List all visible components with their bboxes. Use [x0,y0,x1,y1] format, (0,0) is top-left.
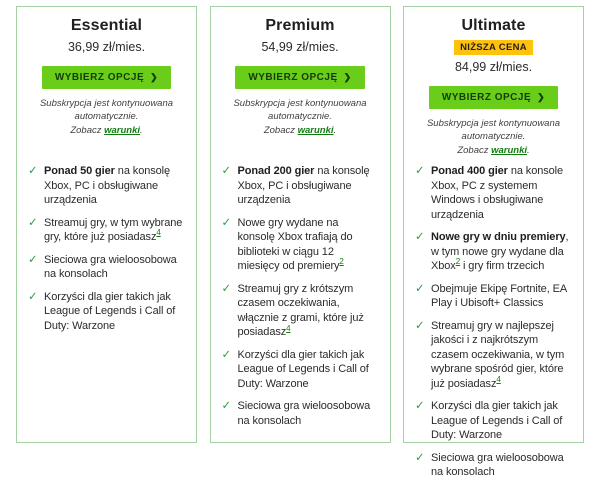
chevron-right-icon: ❯ [537,92,546,102]
feature-item [415,319,572,392]
plan-card-header [415,17,572,155]
feature-item [415,230,572,274]
feature-item [415,399,572,443]
check-icon: ✓ [28,290,38,303]
feature-text: Korzyści dla gier takich jak League of Legends i Call of Duty: Warzone [44,290,176,332]
legal-see-label: Zobacz [70,124,105,136]
feature-item [28,253,185,282]
promo-badge: NIŻSZA CENA [454,40,533,55]
feature-item [415,451,572,480]
check-icon: ✓ [221,165,232,177]
feature-text: Korzyści dla gier takich jak League of Legends i Call of Duty: Warzone [431,400,563,442]
legal-auto-renew: Subskrypcja jest kontynuowana automatycznie. [426,118,561,143]
plan-title: Premium [265,17,335,34]
plan-card-header [222,17,379,155]
check-icon: ✓ [415,231,425,244]
feature-list [222,164,379,428]
feature-item [28,164,185,208]
chevron-right-icon: ❯ [343,72,352,82]
legal-see-label: Zobacz [263,124,298,136]
choose-option-label: WYBIERZ OPCJĘ [248,72,338,83]
check-icon: ✓ [28,253,38,266]
legal-period: . [527,144,530,155]
feature-item [222,348,379,392]
feature-text: Ponad 400 gier na konsole Xbox, PC z systemem Windows i obsługiwane urządzenia [431,165,564,221]
feature-list [415,164,572,480]
footnote-link[interactable]: 4 [156,228,161,238]
footnote-link[interactable]: 4 [286,323,291,333]
footnote-link[interactable]: 2 [455,257,461,267]
legal-text [419,117,569,155]
terms-link[interactable]: warunki [104,124,141,136]
feature-text: Nowe gry w dniu premiery, w tym nowe gry wydane dla Xbox$^2$ i gry firm trzecich [431,231,569,273]
feature-text: Streamuj gry, w tym wybrane gry, które już posiadasz$^4$ [44,216,183,244]
check-icon: ✓ [415,400,425,413]
plan-title: Essential [70,17,143,34]
legal-period: . [333,124,337,136]
plan-card-ultimate [403,6,584,479]
feature-item [415,164,572,222]
feature-text: Nowe gry wydane na konsolę Xbox trafiają do biblioteki w ciągu 12 miesięcy od premiery$^2$ [237,216,353,273]
check-icon: ✓ [415,451,425,464]
feature-item [222,216,379,274]
check-icon: ✓ [415,319,425,332]
feature-text: Ponad 200 gier na konsolę Xbox, PC i obsługiwane urządzenia [237,165,370,207]
check-icon: ✓ [221,282,232,295]
plan-title: Ultimate [461,17,526,34]
feature-text: Sieciowa gra wieloosobowa na konsolach [44,253,177,281]
feature-text: Sieciowa gra wieloosobowa na konsolach [431,451,564,479]
footnote-link[interactable]: 2 [339,257,344,267]
feature-text: Korzyści dla gier takich jak League of Legends i Call of Duty: Warzone [237,348,369,390]
feature-text: Obejmuje Ekipę Fortnite, EA Play i Ubisoft+ Classics [431,282,567,310]
feature-item [28,216,185,245]
choose-option-button[interactable] [429,86,558,109]
chevron-right-icon: ❯ [150,72,159,82]
feature-item [28,290,185,334]
check-icon: ✓ [221,348,232,361]
check-icon: ✓ [221,400,232,413]
choose-option-button[interactable] [42,66,171,89]
legal-text [225,97,375,137]
plan-price: 84,99 zł/mies. [454,60,533,74]
check-icon: ✓ [415,165,425,177]
feature-item [222,164,379,208]
plan-card-premium [210,6,391,443]
legal-auto-renew: Subskrypcja jest kontynuowana automatycznie. [233,98,367,123]
footnote-link[interactable]: 4 [496,375,501,385]
legal-period: . [140,124,143,136]
choose-option-button[interactable] [235,66,364,89]
feature-text: Streamuj gry z krótszym czasem oczekiwania, włącznie z grami, które już posiadasz$^4$ [237,282,364,339]
check-icon: ✓ [28,165,38,177]
plan-card-essential [16,6,197,443]
feature-text: Streamuj gry w najlepszej jakości i z najkrótszym czasem oczekiwania, w tym wybrane spośród gier, które już posiadasz$^4$ [431,319,565,390]
feature-item [222,399,379,428]
check-icon: ✓ [415,282,425,295]
feature-item [222,282,379,340]
check-icon: ✓ [221,216,232,229]
plan-price: 54,99 zł/mies. [261,40,339,54]
legal-text [32,97,182,137]
choose-option-label: WYBIERZ OPCJĘ [54,72,145,83]
feature-list [28,164,185,333]
check-icon: ✓ [28,216,38,229]
feature-item [415,282,572,311]
feature-text: Sieciowa gra wieloosobowa na konsolach [237,400,371,427]
legal-see-label: Zobacz [457,144,492,155]
feature-text: Ponad 50 gier na konsolę Xbox, PC i obsługiwane urządzenia [44,165,171,207]
choose-option-label: WYBIERZ OPCJĘ [441,92,532,103]
plan-card-header [28,17,185,155]
terms-link[interactable]: warunki [491,144,528,155]
terms-link[interactable]: warunki [297,124,334,136]
legal-auto-renew: Subskrypcja jest kontynuowana automatycznie. [39,98,174,123]
plan-price: 36,99 zł/mies. [67,40,146,54]
